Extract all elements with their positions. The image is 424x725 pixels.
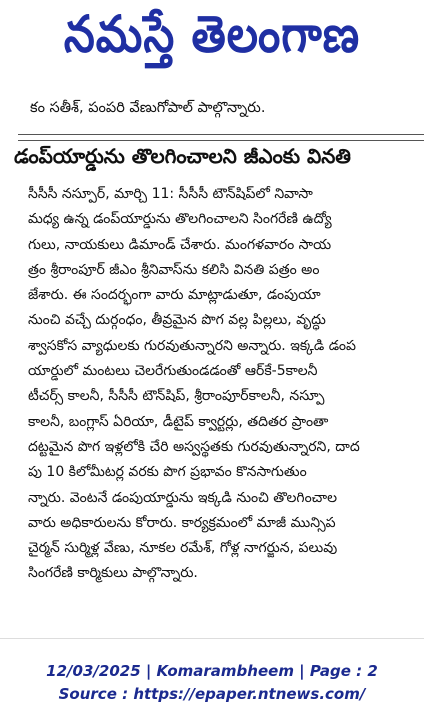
article-line: టీచర్స్ కాలనీ, సీసీసీ టౌన్‌షిప్, శ్రీరాంపూర్‌కాలనీ, నస్పూ <box>28 388 325 405</box>
article-line: సీసీసీ నస్పూర్, మార్చి 11: సీసీసీ టౌన్‌షిప్‌లో నివాసా <box>28 186 313 202</box>
article-line: శ్వాసకోస వ్యాధులకు గురవుతున్నారని అన్నారు. ఇక్కడి డంప <box>28 337 356 354</box>
article-line: చైర్మన్ సుర్మిళ్ల వేణు, నూకల రమేశ్, గోళ్ల నాగర్జున, పలువు <box>28 540 338 557</box>
footer-divider <box>0 638 424 639</box>
footer-edition-info: 12/03/2025 | Komarambheem | Page : 2 <box>46 662 378 680</box>
article-line: యార్డులో మంటలు చెలరేగుతుండడంతో ఆర్‌కే-5కాలనీ <box>28 363 318 380</box>
article-line: త్రం శ్రీరాంపూర్ జీఎం శ్రీనివాస్‌ను కలిసి వినతి పత్రం అం <box>28 261 320 278</box>
footer-source-link[interactable]: Source : https://epaper.ntnews.com/ <box>58 685 366 703</box>
masthead-logo <box>0 0 424 82</box>
article-line: గులు, నాయకులు డిమాండ్ చేశారు. మంగళవారం సాయ <box>28 236 332 253</box>
article-line: జేశారు. ఈ సందర్భంగా వారు మాట్లాడుతూ, డంపుయా <box>28 287 321 304</box>
headline-rule-bottom <box>18 140 424 141</box>
previous-article-text: కం సతీశ్, పంపరి వేణుగోపాల్ పాల్గొన్నారు. <box>30 100 266 116</box>
headline-rule-top <box>18 134 424 135</box>
article-line: దట్టమైన పొగ ఇళ్లలోకి చేరి అస్వస్థతకు గురవుతున్నారని, దాద <box>28 438 360 455</box>
article-body <box>28 182 424 587</box>
article-line: వారు అధికారులను కోరారు. కార్యక్రమంలో మాజీ మున్సిప <box>28 514 336 531</box>
article-line: సింగరేణి కార్మికులు పాల్గొన్నారు. <box>28 565 198 582</box>
article-line: పు 10 కిలోమీటర్ల వరకు పొగ ప్రభావం కొనసాగుతుం <box>28 464 307 481</box>
article-line: మధ్య ఉన్న డంప్‌యార్డును తొలగించాలని సింగరేణి ఉద్యో <box>28 211 332 228</box>
article-line: న్నారు. వెంటనే డంపుయార్డును ఇక్కడి నుంచి తొలగించాల <box>28 489 338 506</box>
article-headline: డంప్‌యార్డును తొలగించాలని జీఎంకు వినతి <box>14 144 351 168</box>
article-line: కాలనీ, బంగ్లాస్ ఏరియా, డీటైప్ క్వార్టర్లు, తదితర ప్రాంతా <box>28 413 329 430</box>
masthead-title: నమస్తే తెలంగాణ <box>63 5 361 64</box>
article-line: నుంచి వచ్చే దుర్గంధం, తీవ్రమైన పొగ వల్ల పిల్లలు, వృద్ధు <box>28 312 326 329</box>
